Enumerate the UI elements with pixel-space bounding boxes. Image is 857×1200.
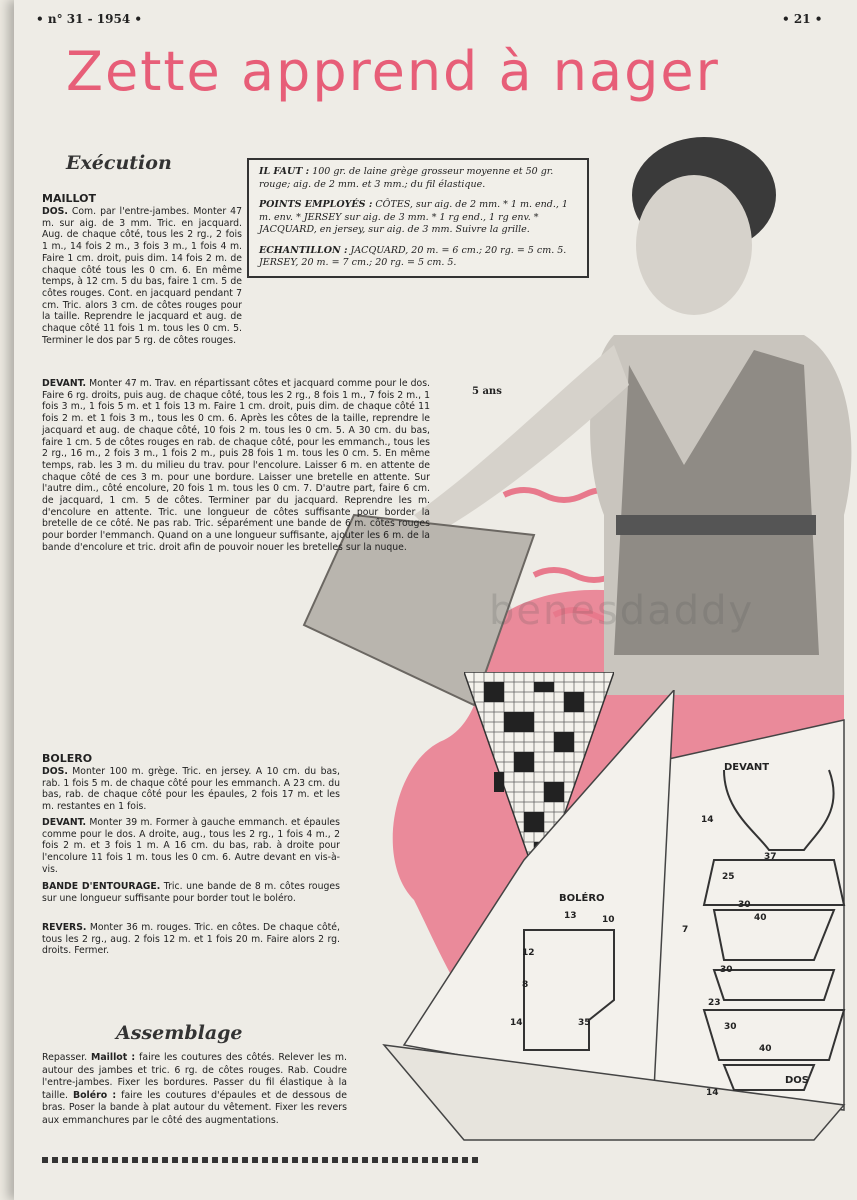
il-faut-text: 100 gr. de laine grège grosseur moyenne et 50 gr. rouge; aig. de 2 mm. et 3 mm.; du fil élastique.	[259, 166, 554, 190]
diagram-dos-label: DOS	[785, 1075, 810, 1086]
dim-40-dos: 40	[759, 1044, 772, 1054]
page-number: • 21 •	[782, 12, 823, 26]
dim-40-devant: 40	[754, 913, 767, 923]
assemblage-bolero-body: faire les coutures d'épaules et de dessous de bras. Poser la bande à plat autour du vêtement. Fixer les revers aux emmanchures par le côté des augmentations.	[42, 1089, 348, 1126]
maillot-heading: MAILLOT	[42, 192, 97, 205]
bolero-revers-body: Monter 36 m. rouges. Tric. en côtes. De chaque côté, tous les 2 rg., aug. 2 fois 12 m. et 1 fois 20 m. Faire alors 2 rg. droits. Fermer.	[42, 922, 340, 957]
il-faut-label: IL FAUT :	[259, 166, 310, 177]
bolero-bande-label: BANDE D'ENTOURAGE.	[42, 881, 161, 892]
bolero-dos-body: Monter 100 m. grège. Tric. en jersey. A 10 cm. du bas, rab. 1 fois 5 m. de chaque côté pour les emmanch. A 23 cm. du bas, rab. de chaque côté pour les épaules, 2 fois 17 m. et les m. restantes en 1 fois.	[42, 766, 340, 813]
bolero-bande-body: Tric. une bande de 8 m. côtes rouges sur une longueur suffisante pour border tout le boléro.	[42, 881, 340, 904]
diagram-devant-label: DEVANT	[724, 762, 770, 773]
bolero-revers-label: REVERS.	[42, 922, 87, 933]
dim-13: 13	[564, 911, 577, 921]
maillot-dos-label: DOS.	[42, 206, 68, 217]
bolero-devant-body: Monter 39 m. Former à gauche emmanch. et épaules comme pour le dos. A droite, aug., tous les 2 rg., 1 fois 4 m., 2 fois 2 m. et 3 fois 1 m. A 16 cm. du bas, rab. à droite pour l'encolure 11 fois 1 m. tous les 0 cm. 6. Autre devant en vis-à-vis.	[42, 817, 340, 875]
page-title: Zette apprend à nager	[66, 40, 720, 103]
maillot-devant-text	[42, 378, 430, 554]
bolero-revers-text	[42, 922, 340, 957]
maillot-devant-body: Monter 47 m. Trav. en répartissant côtes et jacquard comme pour le dos. Faire 6 rg. droits, puis aug. de chaque côté, tous les 2 rg., 8 fois 1 m., 7 fois 2 m., 1 fois 3 m., 1 fois 5 m. et 1 fois 13 m. Faire 1 cm. droit, puis dim. de chaque côté 11 fois 2 m. et 1 fois 3 m., tous les 0 cm. 6. Après les côtes de la taille, reprendre le jacquard et aug. de chaque côté, 10 fois 2 m. tous les 0 cm. 5. A 30 cm. du bas, faire 1 cm. 5 de côtes rouges en rab. de chaque côté, pour les emmanch., tous les 2 rg., 16 m., 2 fois 3 m., 1 fois 2 m., puis 28 fois 1 m. tous les 0 cm. 5. En même temps, rab. les 3 m. du milieu du trav. pour l'encolure. Laisser 6 m. en attente de chaque côté de ces 3 m. pour une bordure. Laisser une bretelle en attente. Sur l'autre dim., côté encolure, 20 fois 1 m. tous les 0 cm. 7. D'autre part, faire 6 cm. de jacquard, 1 cm. 5 de côtes. Terminer par du jacquard. Reprendre les m. d'encolure en attente. Tric. une longueur de côtes suffisante pour border la bretelle de ce côté. Ne pas rab. Tric. séparément une bande de 6 m. côtes rouges pour border l'emmanch. Quand on a une longueur suffisante, ajouter les 6 m. de la bande d'encolure et tric. droit afin de pouvoir nouer les bretelles sur la nuque.	[42, 378, 430, 553]
dim-23: 23	[708, 998, 721, 1008]
assemblage-heading: Assemblage	[116, 1022, 243, 1044]
assemblage-bolero-label: Boléro :	[72, 1089, 117, 1101]
execution-heading: Exécution	[66, 152, 172, 174]
bolero-devant-label: DEVANT.	[42, 817, 87, 828]
dim-14-devant: 14	[701, 815, 714, 825]
right-sail	[654, 720, 844, 1110]
maillot-devant-label: DEVANT.	[42, 378, 87, 389]
dim-14-dos: 14	[706, 1088, 719, 1098]
dim-35: 35	[578, 1018, 591, 1028]
dim-25: 25	[722, 872, 735, 882]
face-shape	[636, 175, 752, 315]
dim-7: 7	[682, 925, 689, 935]
dim-30-devant: 30	[738, 900, 751, 910]
dim-8: 8	[522, 980, 529, 990]
points-label: POINTS EMPLOYÉS :	[259, 199, 373, 210]
bolero-heading: BOLERO	[42, 752, 93, 765]
dim-12: 12	[522, 948, 535, 958]
age-label: 5 ans	[472, 386, 502, 397]
bolero-devant-text	[42, 817, 340, 876]
materials-box	[247, 158, 589, 278]
swimsuit-waistband	[616, 515, 816, 535]
dim-30-dos: 30	[720, 965, 733, 975]
maillot-dos-text	[42, 206, 242, 346]
left-sail	[404, 690, 674, 1090]
magazine-page	[14, 0, 857, 1200]
watermark: benesdaddy	[489, 588, 755, 634]
bolero-dos-label: DOS.	[42, 766, 68, 777]
echantillon-text: JACQUARD, 20 m. = 6 cm.; 20 rg. = 5 cm. 5. JERSEY, 20 m. = 7 cm.; 20 rg. = 5 cm. 5.	[259, 244, 567, 268]
dim-14-bolero: 14	[510, 1018, 523, 1028]
dim-37: 37	[764, 852, 777, 862]
echantillon-label: ECHANTILLON :	[259, 244, 348, 256]
dim-30-dos-height: 30	[724, 1022, 737, 1032]
assemblage-maillot-label: Maillot :	[90, 1052, 136, 1063]
points-text: CÔTES, sur aig. de 2 mm. * 1 m. end., 1 m. env. * JERSEY sur aig. de 3 mm. * 1 rg end., 1 rg env. * JACQUARD, en jersey, sur aig. de 3 mm. Suivre la grille.	[259, 199, 568, 235]
bolero-bande-text	[42, 881, 340, 904]
bottom-border	[42, 1157, 482, 1163]
maillot-dos-body: Com. par l'entre-jambes. Monter 47 m. sur aig. de 3 mm. Tric. en jacquard. Aug. de chaque côté, tous les 2 rg., 2 fois 1 m., 14 fois 2 m., 3 fois 3 m., 1 fois 4 m. Faire 1 cm. droit, puis dim. 14 fois 2 m. de chaque côté tous les 0 cm. 6. En même temps, à 12 cm. 5 du bas, faire 1 cm. 5 de côtes rouges. Cont. en jacquard pendant 7 cm. Tric. alors 3 cm. de côtes rouges pour la taille. Reprendre le jacquard et aug. de chaque côté 11 fois 1 m. tous les 0 cm. 5. Terminer le dos par 5 rg. de côtes rouges.	[42, 206, 242, 346]
diagram-bolero-label: BOLÉRO	[559, 893, 605, 904]
assemblage-maillot-body: faire les coutures des côtés. Relever les m. autour des jambes et tric. 6 rg. de côtes rouges. Rab. Coudre l'entre-jambes. Fixer les bordures. Passer du fil élastique à la taille.	[42, 1052, 347, 1101]
issue-number: • n° 31 - 1954 •	[36, 12, 143, 26]
assemblage-intro: Repasser.	[42, 1052, 88, 1063]
bolero-dos-text	[42, 766, 340, 813]
dim-10: 10	[602, 915, 615, 925]
assemblage-text	[42, 1052, 347, 1127]
